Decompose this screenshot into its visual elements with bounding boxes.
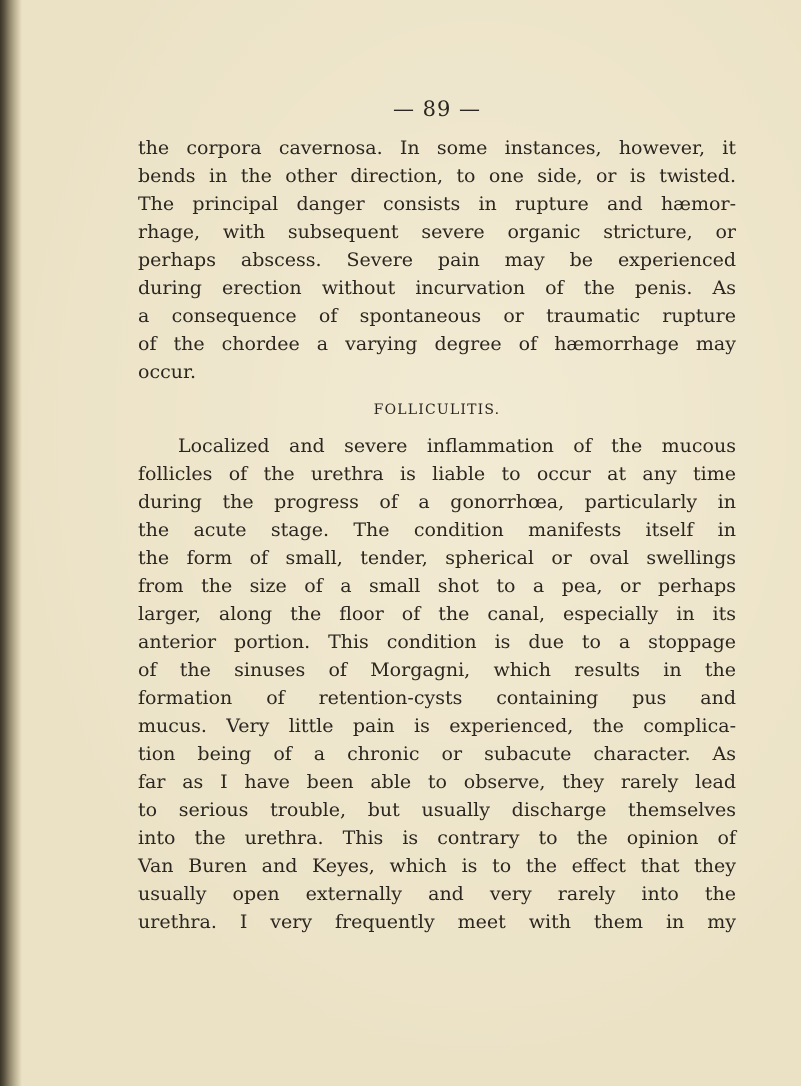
text-line: the form of small, tender, spherical or oval swellings [138, 547, 736, 569]
text-line: from the size of a small shot to a pea, or perhaps [138, 575, 736, 597]
text-line: of the sinuses of Morgagni, which results in the [138, 659, 736, 681]
text-line: bends in the other direction, to one side, or is twisted. [138, 165, 736, 187]
text-line: usually open externally and very rarely into the [138, 883, 736, 905]
text-line: The principal danger consists in rupture and hæmor- [138, 193, 736, 215]
paragraph-folliculitis [138, 432, 736, 936]
text-line: larger, along the floor of the canal, especially in its [138, 603, 736, 625]
text-line: mucus. Very little pain is experienced, the complica- [138, 715, 736, 737]
text-line: to serious trouble, but usually discharge themselves [138, 799, 736, 821]
text-line: a consequence of spontaneous or traumatic rupture [138, 305, 736, 327]
paragraph-continuation [138, 134, 736, 386]
text-line: of the chordee a varying degree of hæmorrhage may [138, 333, 736, 355]
text-line: tion being of a chronic or subacute character. As [138, 743, 736, 765]
text-line: the corpora cavernosa. In some instances, however, it [138, 137, 736, 159]
text-line: perhaps abscess. Severe pain may be experienced [138, 249, 736, 271]
text-line: during erection without incurvation of the penis. As [138, 277, 736, 299]
text-line: the acute stage. The condition manifests itself in [138, 519, 736, 541]
section-heading: FOLLICULITIS. [373, 402, 501, 418]
page-content [138, 92, 736, 936]
page-number: — 89 — [392, 97, 482, 121]
text-line: Localized and severe inflammation of the mucous [178, 435, 736, 457]
text-line: formation of retention-cysts containing pus and [138, 687, 736, 709]
text-line: follicles of the urethra is liable to occur at any time [138, 463, 736, 485]
text-line: anterior portion. This condition is due to a stoppage [138, 631, 736, 653]
text-line: urethra. I very frequently meet with them in my [138, 911, 736, 933]
text-line: Van Buren and Keyes, which is to the effect that they [138, 855, 736, 877]
text-line: during the progress of a gonorrhœa, particularly in [138, 491, 736, 513]
text-line: far as I have been able to observe, they rarely lead [138, 771, 736, 793]
page-binding-shadow [0, 0, 22, 1086]
text-line: into the urethra. This is contrary to the opinion of [138, 827, 736, 849]
text-line: rhage, with subsequent severe organic stricture, or [138, 221, 736, 243]
text-line: occur. [138, 361, 196, 383]
